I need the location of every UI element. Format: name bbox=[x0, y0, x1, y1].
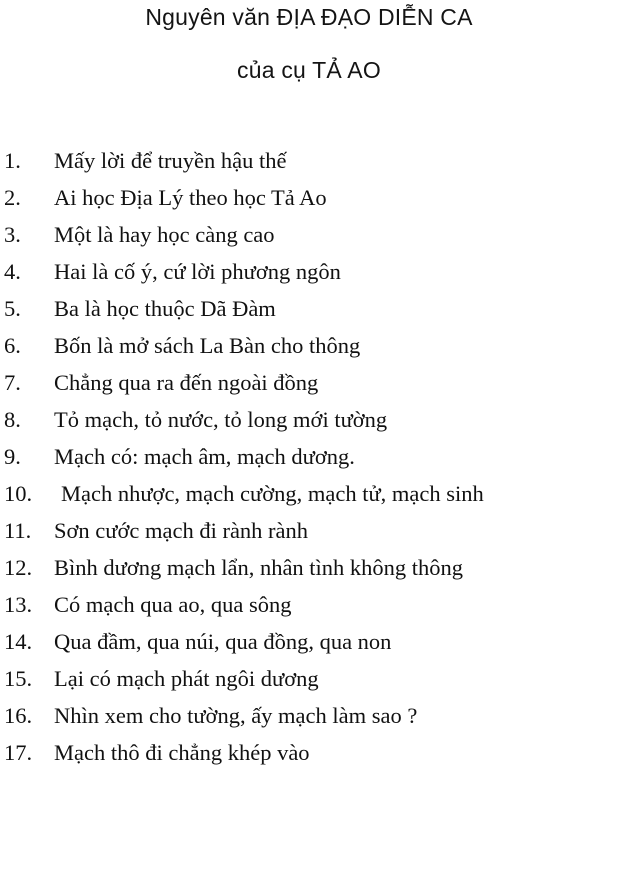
verse-number: 7. bbox=[4, 370, 21, 395]
verse-number: 1. bbox=[4, 148, 21, 173]
verse-number: 4. bbox=[4, 259, 21, 284]
verse-line bbox=[4, 623, 484, 660]
verse-number: 17. bbox=[4, 740, 33, 765]
verse-number: 11. bbox=[4, 518, 32, 543]
verse-text: Bình dương mạch lẩn, nhân tình không thông bbox=[54, 555, 464, 580]
verse-text: Lại có mạch phát ngôi dương bbox=[54, 666, 319, 691]
verse-text: Mạch nhược, mạch cường, mạch tử, mạch sinh bbox=[61, 481, 484, 506]
verse-number: 8. bbox=[4, 407, 21, 432]
verse-number: 2. bbox=[4, 185, 21, 210]
verse-line bbox=[4, 549, 484, 586]
verse-number: 15. bbox=[4, 666, 33, 691]
verse-line bbox=[4, 179, 484, 216]
verse-line bbox=[4, 142, 484, 179]
verse-number: 12. bbox=[4, 555, 33, 580]
verse-text: Chẳng qua ra đến ngoài đồng bbox=[54, 370, 319, 395]
verse-line bbox=[4, 364, 484, 401]
verse-number: 9. bbox=[4, 444, 21, 469]
verse-text: Nhìn xem cho tường, ấy mạch làm sao ? bbox=[54, 703, 418, 728]
verse-line bbox=[4, 438, 484, 475]
verse-line bbox=[4, 734, 484, 771]
verse-text: Bốn là mở sách La Bàn cho thông bbox=[54, 333, 361, 358]
verse-text: Tỏ mạch, tỏ nước, tỏ long mới tường bbox=[54, 407, 388, 432]
document-title: Nguyên văn ĐỊA ĐẠO DIỄN CA bbox=[145, 4, 473, 30]
verse-line bbox=[4, 216, 484, 253]
verse-number: 14. bbox=[4, 629, 33, 654]
verse-line bbox=[4, 586, 484, 623]
verse-line bbox=[4, 253, 484, 290]
verse-text: Mạch có: mạch âm, mạch dương. bbox=[54, 444, 355, 469]
verse-line bbox=[4, 697, 484, 734]
verse-number: 10. bbox=[4, 481, 33, 506]
verse-line bbox=[4, 512, 484, 549]
document-subtitle: của cụ TẢ AO bbox=[237, 57, 381, 83]
verse-text: Hai là cố ý, cứ lời phương ngôn bbox=[54, 259, 341, 284]
verse-text: Có mạch qua ao, qua sông bbox=[54, 592, 292, 617]
verse-number: 5. bbox=[4, 296, 21, 321]
verse-line bbox=[4, 660, 484, 697]
verse-text: Qua đầm, qua núi, qua đồng, qua non bbox=[54, 629, 392, 654]
verse-text: Một là hay học càng cao bbox=[54, 222, 275, 247]
verse-line bbox=[4, 290, 484, 327]
verse-number: 16. bbox=[4, 703, 33, 728]
verse-number: 13. bbox=[4, 592, 33, 617]
verse-list bbox=[4, 142, 484, 771]
verse-line bbox=[4, 327, 484, 364]
verse-text: Ai học Địa Lý theo học Tả Ao bbox=[54, 185, 327, 210]
verse-text: Sơn cước mạch đi rành rành bbox=[54, 518, 309, 543]
verse-line bbox=[4, 401, 484, 438]
verse-text: Ba là học thuộc Dã Đàm bbox=[54, 296, 276, 321]
verse-text: Mấy lời để truyền hậu thế bbox=[54, 148, 287, 173]
verse-number: 6. bbox=[4, 333, 21, 358]
verse-text: Mạch thô đi chẳng khép vào bbox=[54, 740, 310, 765]
verse-number: 3. bbox=[4, 222, 21, 247]
verse-line bbox=[4, 475, 484, 512]
